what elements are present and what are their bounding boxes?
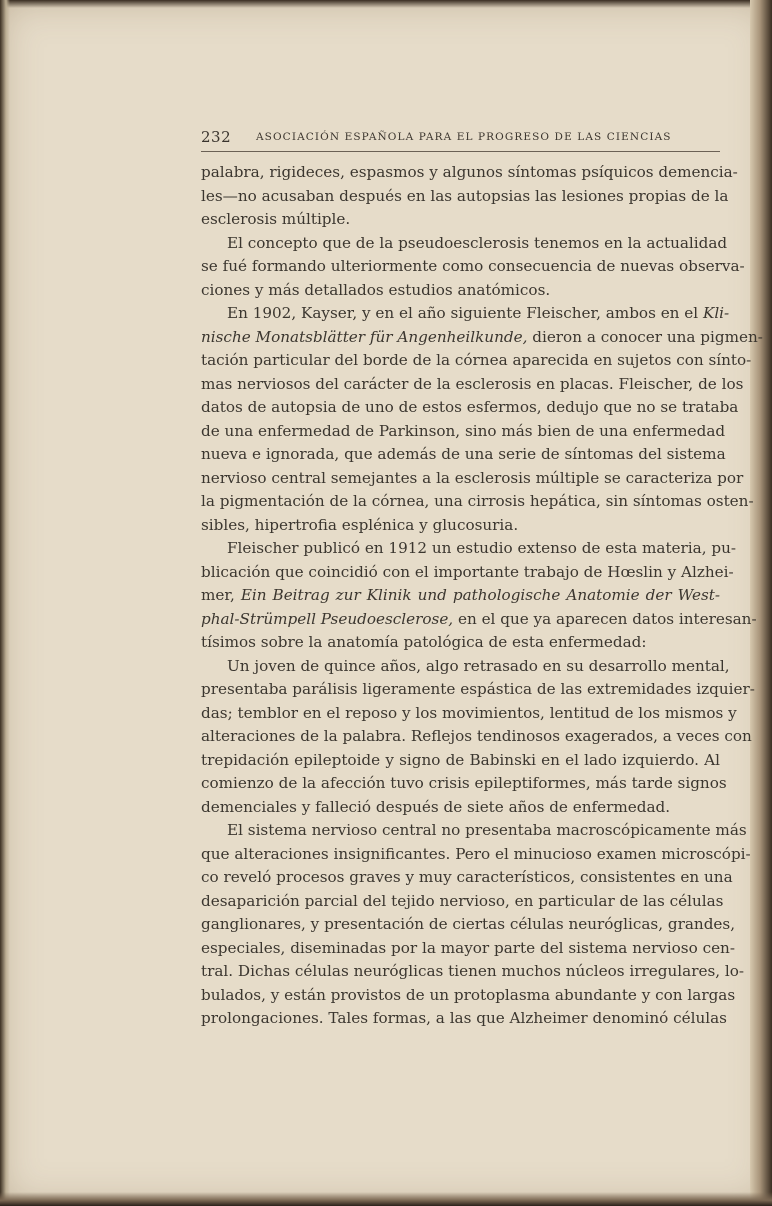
text-run: das; temblor en el reposo y los movimientos, lentitud de los mismos y: [201, 703, 737, 722]
text-run: mer,: [201, 586, 241, 604]
text-line: [201, 396, 739, 420]
text-line: [201, 937, 735, 961]
text-run: ganglionares, y presentación de ciertas células neuróglicas, grandes,: [201, 915, 736, 933]
text-run: mas nerviosos del carácter de la esclerosis en placas. Fleischer, de los: [201, 374, 744, 393]
text-line: [201, 913, 736, 937]
text-run: ciones y más detallados estudios anatómicos.: [201, 280, 551, 299]
text-line: [201, 161, 738, 185]
text-line: [201, 866, 733, 890]
italic-title-run: nische Monatsblätter für Angenheilkunde,: [201, 327, 528, 346]
text-line: [201, 514, 720, 538]
text-run: desaparición parcial del tejido nervioso, en particular de las células: [201, 891, 724, 910]
text-run: bulados, y están provistos de un protoplasma abundante y con largas: [201, 985, 736, 1004]
text-line: [201, 326, 763, 350]
text-line: [201, 279, 720, 303]
text-run: co reveló procesos graves y muy característicos, consistentes en una: [201, 868, 733, 886]
text-line: [201, 960, 745, 984]
text-line: [201, 890, 724, 914]
text-run: En 1902, Kayser, y en el año siguiente Fleischer, ambos en el: [227, 304, 703, 322]
text-run: la pigmentación de la córnea, una cirrosis hepática, sin síntomas osten-: [201, 492, 754, 510]
text-line: [201, 185, 729, 209]
text-run: El sistema nervioso central no presentaba macroscópicamente más: [227, 821, 747, 839]
text-line: [201, 702, 737, 726]
text-run: dieron a conocer una pigmen-: [527, 327, 763, 346]
text-run: en el que ya aparecen datos interesan-: [453, 609, 757, 628]
page-number: 232: [201, 128, 232, 146]
text-run: tísimos sobre la anatomía patológica de esta enfermedad:: [201, 633, 647, 651]
running-header: [201, 128, 720, 152]
header-rule: [201, 151, 720, 152]
text-run: tación particular del borde de la córnea aparecida en sujetos con sínto-: [201, 351, 752, 369]
text-line: [201, 655, 730, 679]
italic-title-run: phal-Strümpell Pseudoesclerose,: [201, 609, 454, 628]
page-right-edge: [750, 0, 772, 1206]
text-line: [201, 443, 726, 467]
text-line: [201, 678, 755, 702]
text-run: nueva e ignorada, que además de una serie de síntomas del sistema: [201, 445, 726, 463]
text-run: alteraciones de la palabra. Reflejos tendinosos exagerados, a veces con: [201, 727, 752, 745]
text-run: les—no acusaban después en las autopsias las lesiones propias de la: [201, 186, 729, 205]
text-line: [201, 772, 727, 796]
text-line: [201, 796, 720, 820]
text-line: [201, 1007, 727, 1031]
text-line: [201, 725, 752, 749]
text-line: [201, 537, 737, 561]
text-run: nervioso central semejantes a la esclerosis múltiple se caracteriza por: [201, 468, 744, 487]
page-left-edge: [0, 0, 10, 1206]
italic-title-run: Kli-: [702, 304, 730, 322]
text-line: [201, 631, 720, 655]
text-line: [201, 561, 734, 585]
page-top-edge: [0, 0, 772, 8]
text-run: se fué formando ulteriormente como consecuencia de nuevas observa-: [201, 257, 745, 275]
text-run: prolongaciones. Tales formas, a las que Alzheimer denominó células: [201, 1009, 727, 1027]
text-line: [201, 302, 730, 326]
running-title: ASOCIACIÓN ESPAÑOLA PARA EL PROGRESO DE LAS CIENCIAS: [256, 131, 672, 143]
text-line: [201, 373, 744, 397]
page-bottom-edge: [0, 1192, 772, 1206]
text-run: sibles, hipertrofia esplénica y glucosuria.: [201, 515, 519, 534]
text-run: especiales, diseminadas por la mayor parte del sistema nervioso cen-: [201, 938, 735, 957]
text-run: El concepto que de la pseudoesclerosis tenemos en la actualidad: [227, 233, 728, 252]
text-line: [201, 608, 757, 632]
italic-title-run: Ein Beitrag zur Klinik und pathologische Anatomie der West-: [240, 586, 720, 604]
text-run: presentaba parálisis ligeramente espástica de las extremidades izquier-: [201, 680, 755, 698]
text-run: palabra, rigideces, espasmos y algunos síntomas psíquicos demencia-: [201, 163, 738, 181]
text-run: que alteraciones insignificantes. Pero el minucioso examen microscópi-: [201, 844, 751, 863]
text-run: Un joven de quince años, algo retrasado en su desarrollo mental,: [227, 656, 730, 675]
text-line: [201, 749, 720, 773]
text-line: [201, 208, 720, 232]
text-run: comienzo de la afección tuvo crisis epileptiformes, más tarde signos: [201, 774, 727, 792]
text-line: [201, 490, 754, 514]
text-run: blicación que coincidió con el importante trabajo de Hœslin y Alzhei-: [201, 562, 734, 581]
text-run: de una enfermedad de Parkinson, sino más bien de una enfermedad: [201, 421, 726, 440]
text-line: [201, 843, 751, 867]
text-line: [201, 819, 747, 843]
text-run: demenciales y falleció después de siete años de enfermedad.: [201, 797, 671, 816]
text-line: [201, 984, 736, 1008]
text-line: [201, 255, 745, 279]
body-text: [201, 161, 763, 1031]
text-line: [201, 349, 752, 373]
text-line: [201, 584, 720, 608]
text-line: [201, 232, 728, 256]
text-run: trepidación epileptoide y signo de Babinski en el lado izquierdo. Al: [201, 750, 720, 769]
text-line: [201, 420, 726, 444]
text-run: datos de autopsia de uno de estos esfermos, dedujo que no se trataba: [201, 398, 739, 416]
text-run: Fleischer publicó en 1912 un estudio extenso de esta materia, pu-: [227, 539, 737, 557]
text-line: [201, 467, 744, 491]
text-run: tral. Dichas células neuróglicas tienen muchos núcleos irregulares, lo-: [201, 962, 745, 980]
text-run: esclerosis múltiple.: [201, 210, 351, 228]
